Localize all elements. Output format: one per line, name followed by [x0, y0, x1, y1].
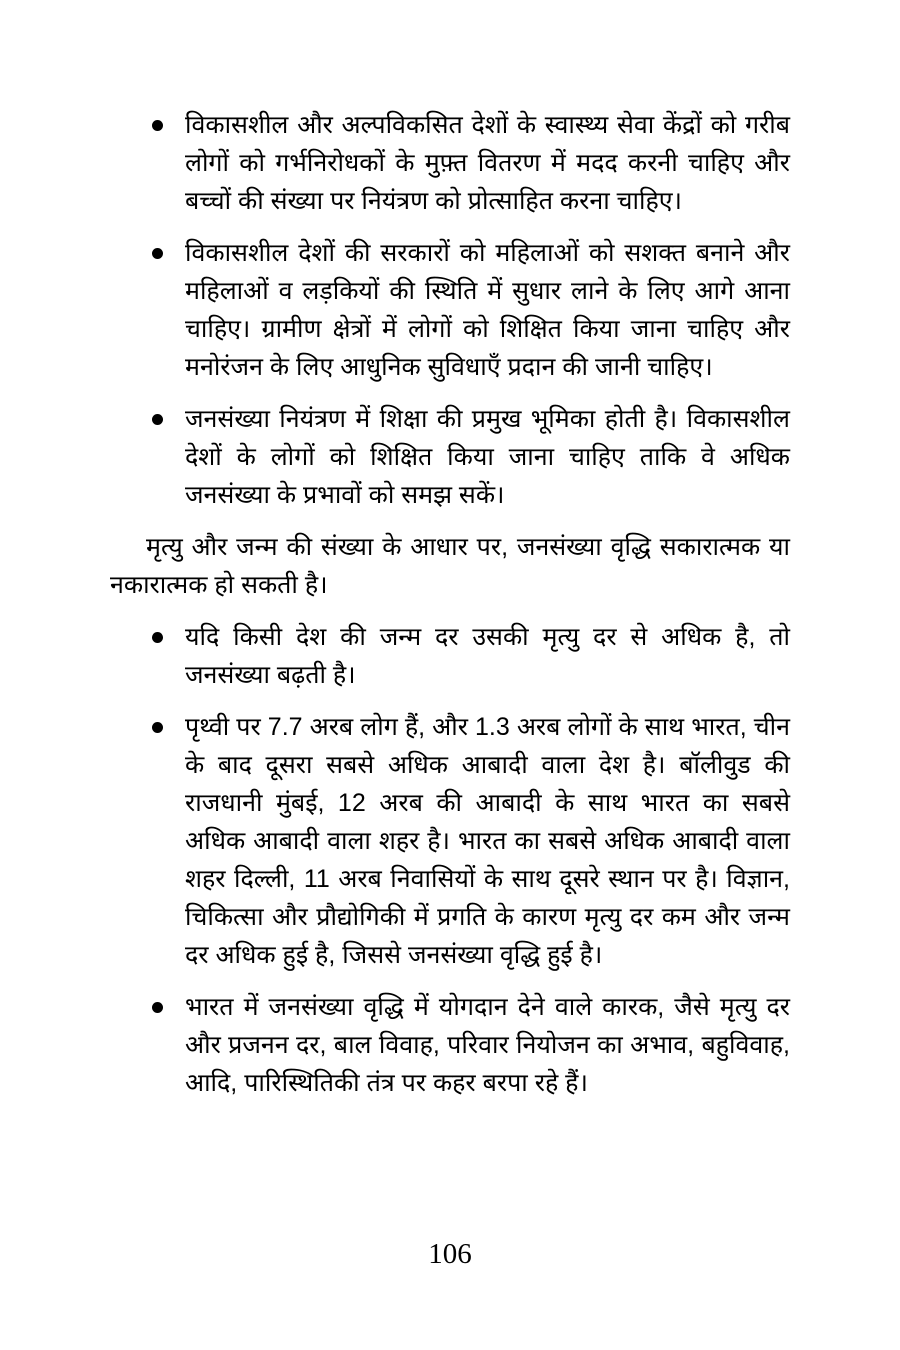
page-number: 106 — [428, 1238, 472, 1270]
list-item — [150, 988, 790, 1102]
bullet-icon — [152, 722, 163, 733]
body-paragraph: मृत्यु और जन्म की संख्या के आधार पर, जनसंख्या वृद्धि सकारात्मक या नकारात्मक हो सकती है। — [110, 533, 790, 599]
bullet-text: विकासशील देशों की सरकारों को महिलाओं को सशक्त बनाने और महिलाओं व लड़कियों की स्थिति में सुधार लाने के लिए आगे आना चाहिए। ग्रामीण क्षेत्रों में लोगों को शिक्षित किया जाना चाहिए और मनोरंजन के लिए आधुनिक सुविधाएँ प्रदान की जानी चाहिए। — [185, 239, 790, 381]
list-item — [150, 106, 790, 220]
bullet-icon — [152, 632, 163, 643]
bullet-icon — [152, 1002, 163, 1013]
list-item — [150, 618, 790, 694]
bullet-text: भारत में जनसंख्या वृद्धि में योगदान देने वाले कारक, जैसे मृत्यु दर और प्रजनन दर, बाल विवाह, परिवार नियोजन का अभाव, बहुविवाह, आदि, पारिस्थितिकी तंत्र पर कहर बरपा रहे हैं। — [185, 993, 790, 1097]
bullet-text: विकासशील और अल्पविकसित देशों के स्वास्थ्य सेवा केंद्रों को गरीब लोगों को गर्भनिरोधकों के मुफ़्त वितरण में मदद करनी चाहिए और बच्चों की संख्या पर नियंत्रण को प्रोत्साहित करना चाहिए। — [185, 111, 790, 215]
bullet-icon — [152, 120, 163, 131]
list-item — [150, 708, 790, 974]
bullet-text: पृथ्वी पर 7.7 अरब लोग हैं, और 1.3 अरब लोगों के साथ भारत, चीन के बाद दूसरा सबसे अधिक आबादी वाला देश है। बॉलीवुड की राजधानी मुंबई, 12 अरब की आबादी के साथ भारत का सबसे अधिक आबादी वाला शहर है। भारत का सबसे अधिक आबादी वाला शहर दिल्ली, 11 अरब निवासियों के साथ दूसरे स्थान पर है। विज्ञान, चिकित्सा और प्रौद्योगिकी में प्रगति के कारण मृत्यु दर कम और जन्म दर अधिक हुई है, जिससे जनसंख्या वृद्धि हुई है। — [185, 713, 790, 969]
bullet-list-bottom — [150, 618, 790, 1102]
bullet-text: यदि किसी देश की जन्म दर उसकी मृत्यु दर से अधिक है, तो जनसंख्या बढ़ती है। — [185, 623, 790, 689]
list-item — [150, 234, 790, 386]
list-item — [150, 400, 790, 514]
bullet-icon — [152, 414, 163, 425]
bullet-list-top — [150, 106, 790, 514]
bullet-text: जनसंख्या नियंत्रण में शिक्षा की प्रमुख भूमिका होती है। विकासशील देशों के लोगों को शिक्षित किया जाना चाहिए ताकि वे अधिक जनसंख्या के प्रभावों को समझ सकें। — [185, 405, 790, 509]
bullet-icon — [152, 248, 163, 259]
